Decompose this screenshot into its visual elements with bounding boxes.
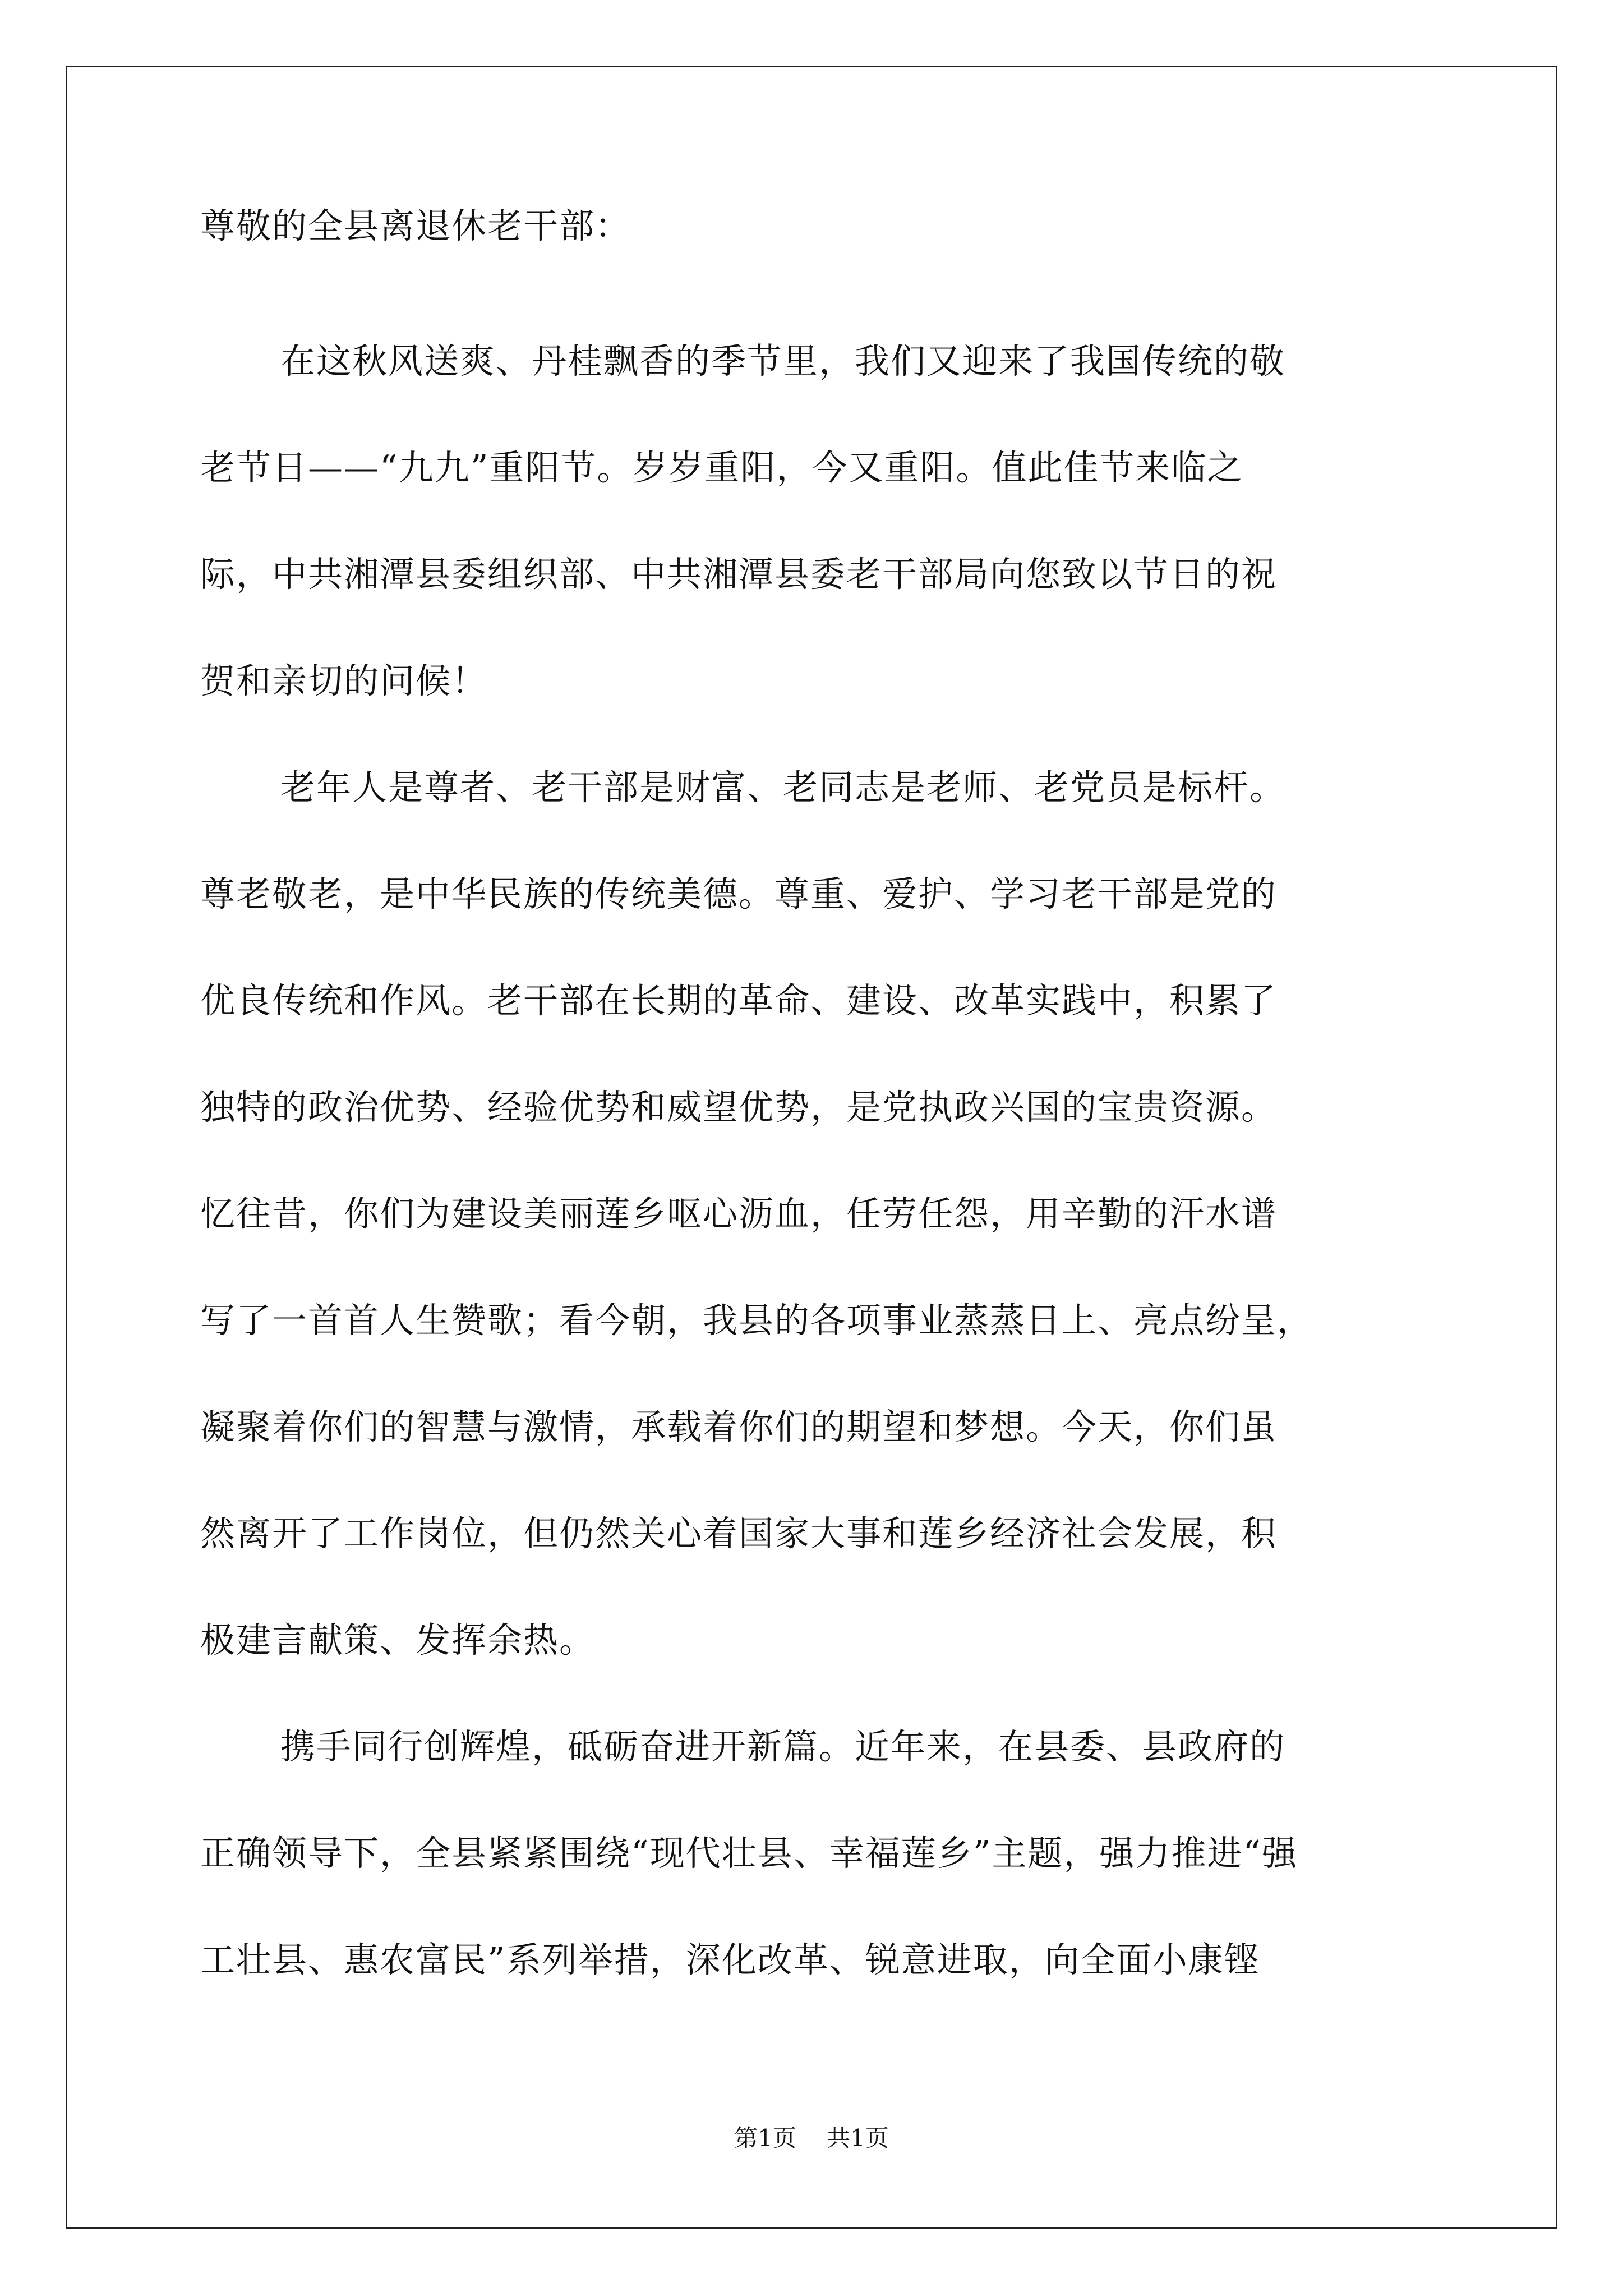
paragraph-line: 在这秋风送爽、丹桂飘香的季节里，我们又迎来了我国传统的敬 (280, 341, 1286, 381)
page-total: 共1页 (827, 2124, 889, 2152)
paragraph-line: 际，中共湘潭县委组织部、中共湘潭县委老干部局向您致以节日的祝 (200, 554, 1278, 595)
paragraph-line: 独特的政治优势、经验优势和威望优势，是党执政兴国的宝贵资源。 (200, 1087, 1278, 1128)
paragraph-line: 工壮县、惠农富民”系列举措，深化改革、锐意进取，向全面小康铿 (200, 1939, 1260, 1980)
page-border (66, 66, 1557, 2229)
paragraph-line: 正确领导下，全县紧紧围绕“现代壮县、幸福莲乡”主题，强力推进“强 (200, 1833, 1298, 1874)
paragraph-line: 忆往昔，你们为建设美丽莲乡呕心沥血，任劳任怨，用辛勤的汗水谱 (200, 1193, 1278, 1234)
paragraph-line: 尊老敬老，是中华民族的传统美德。尊重、爱护、学习老干部是党的 (200, 873, 1278, 914)
paragraph-line: 极建言献策、发挥余热。 (200, 1619, 596, 1660)
paragraph-line: 然离开了工作岗位，但仍然关心着国家大事和莲乡经济社会发展，积 (200, 1513, 1278, 1554)
paragraph-line: 老年人是尊者、老干部是财富、老同志是老师、老党员是标杆。 (280, 767, 1286, 808)
paragraph-line: 优良传统和作风。老干部在长期的革命、建设、改革实践中，积累了 (200, 980, 1278, 1021)
page-number: 第1页 (734, 2124, 796, 2152)
page-footer (0, 2123, 1623, 2154)
salutation: 尊敬的全县离退休老干部： (200, 205, 631, 246)
paragraph-line: 凝聚着你们的智慧与激情，承载着你们的期望和梦想。今天，你们虽 (200, 1406, 1278, 1447)
paragraph-line: 写了一首首人生赞歌；看今朝，我县的各项事业蒸蒸日上、亮点纷呈， (200, 1300, 1313, 1341)
paragraph-line: 贺和亲切的问候！ (200, 660, 488, 701)
paragraph-line: 老节日——“九九”重阳节。岁岁重阳，今又重阳。值此佳节来临之 (200, 447, 1243, 488)
paragraph-line: 携手同行创辉煌，砥砺奋进开新篇。近年来，在县委、县政府的 (280, 1726, 1286, 1767)
